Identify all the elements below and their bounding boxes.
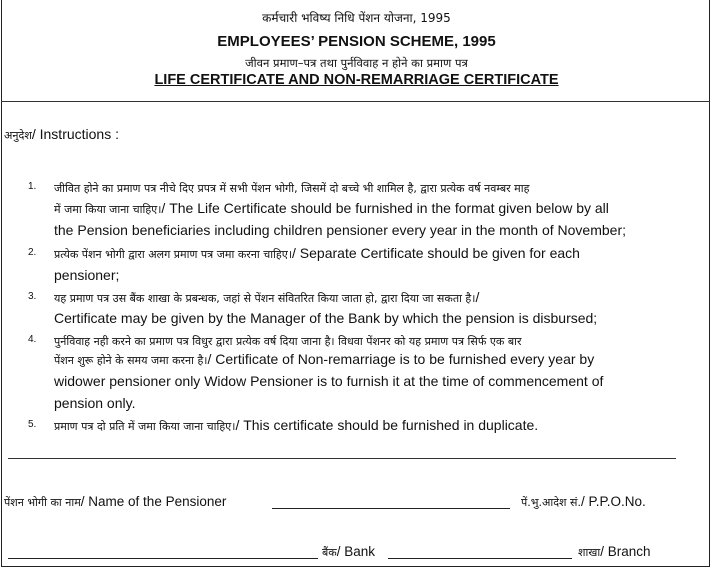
ppo-number-label: [521, 494, 646, 510]
header-divider: [1, 101, 710, 102]
item-2-english-2: pensioner;: [54, 267, 120, 283]
item-4-english-1: / Certificate of Non-remarriage is to be furnished every year by: [207, 351, 595, 367]
item-5-english-1: / This certificate should be furnished in duplicate.: [235, 417, 539, 433]
branch-field[interactable]: [388, 544, 572, 559]
item-number: 5.: [28, 419, 37, 430]
ppo-number-label-hindi: पें.भु.आदेश सं.: [521, 496, 581, 509]
ppo-number-label-english: / P.P.O.No.: [580, 494, 646, 509]
branch-label-english: / Branch: [600, 544, 651, 559]
item-number: 1.: [28, 181, 37, 192]
item-2-english-1: / Separate Certificate should be given for each: [292, 245, 580, 261]
certificate-title-hindi: जीवन प्रमाण–पत्र तथा पुर्नविवाह न होने का प्रमाण पत्र: [245, 56, 468, 70]
item-4-hindi-cont: पेंशन शुरू होने के समय जमा करना है।: [54, 354, 208, 367]
item-number: 3.: [28, 291, 37, 302]
pensioner-name-label-hindi: पेंशन भोगी का नाम: [4, 496, 81, 509]
bank-label: [322, 544, 375, 560]
certificate-title-english: LIFE CERTIFICATE AND NON-REMARRIAGE CERTIFICATE: [154, 72, 559, 88]
item-1-hindi: जीवित होने का प्रमाण पत्र नीचे दिए प्रपत्र में सभी पेंशन भोगी, जिसमें दो बच्चे भी शामिल है, द्वारा प्रत्येक वर्ष नवम्बर माह: [54, 182, 530, 195]
item-3-hindi: यह प्रमाण पत्र उस बैंक शाखा के प्रबन्धक, जहां से पेंशन संवितरित किया जाता हो, द्वारा दिया जा सकता है।: [54, 292, 476, 305]
item-2-hindi: प्रत्येक पेंशन भोगी द्वारा अलग प्रमाण पत्र जमा करना चाहिए।: [54, 248, 293, 261]
item-1-english-2: the Pension beneficiaries including children pensioner every year in the month of November;: [54, 222, 626, 238]
item-number: 2.: [28, 247, 37, 258]
instructions-heading: [4, 126, 119, 143]
item-3-english-1: Certificate may be given by the Manager of the Bank by which the pension is disbursed;: [54, 310, 598, 326]
instructions-divider: [8, 458, 676, 459]
item-5-hindi: प्रमाण पत्र दो प्रति में जमा किया जाना चाहिए।: [54, 420, 236, 433]
bank-label-english: / Bank: [336, 544, 376, 559]
scheme-title-hindi: कर्मचारी भविष्य निधि पेंशन योजना, 1995: [262, 11, 451, 25]
item-1-hindi-cont: में जमा किया जाना चाहिए।: [54, 203, 162, 216]
instructions-heading-english: / Instructions :: [31, 126, 119, 142]
bank-label-hindi: बैंक: [322, 546, 337, 559]
item-4-hindi: पुर्नविवाह नही करने का प्रमाण पत्र विधुर द्वारा प्रत्येक वर्ष दिया जाना है। विधवा पेंशनर को यह प्रमाण पत्र सिर्फ एक बार: [54, 335, 522, 348]
pensioner-name-field[interactable]: [272, 494, 510, 509]
item-1-english-1: / The Life Certificate should be furnished in the format given below by all: [161, 200, 609, 216]
item-4-english-3: pension only.: [54, 395, 136, 411]
scheme-title-english: EMPLOYEES’ PENSION SCHEME, 1995: [217, 33, 496, 50]
item-3-slash: /: [475, 289, 480, 305]
bank-field[interactable]: [8, 544, 318, 559]
pensioner-name-label: [4, 494, 226, 510]
instructions-heading-hindi: अनुदेश: [4, 129, 32, 142]
branch-label-hindi: शाखा: [578, 546, 601, 559]
item-number: 4.: [28, 334, 37, 345]
branch-label: [578, 544, 650, 560]
item-4-english-2: widower pensioner only Widow Pensioner is to furnish it at the time of commencement of: [54, 373, 604, 389]
pensioner-name-label-english: / Name of the Pensioner: [80, 494, 227, 509]
